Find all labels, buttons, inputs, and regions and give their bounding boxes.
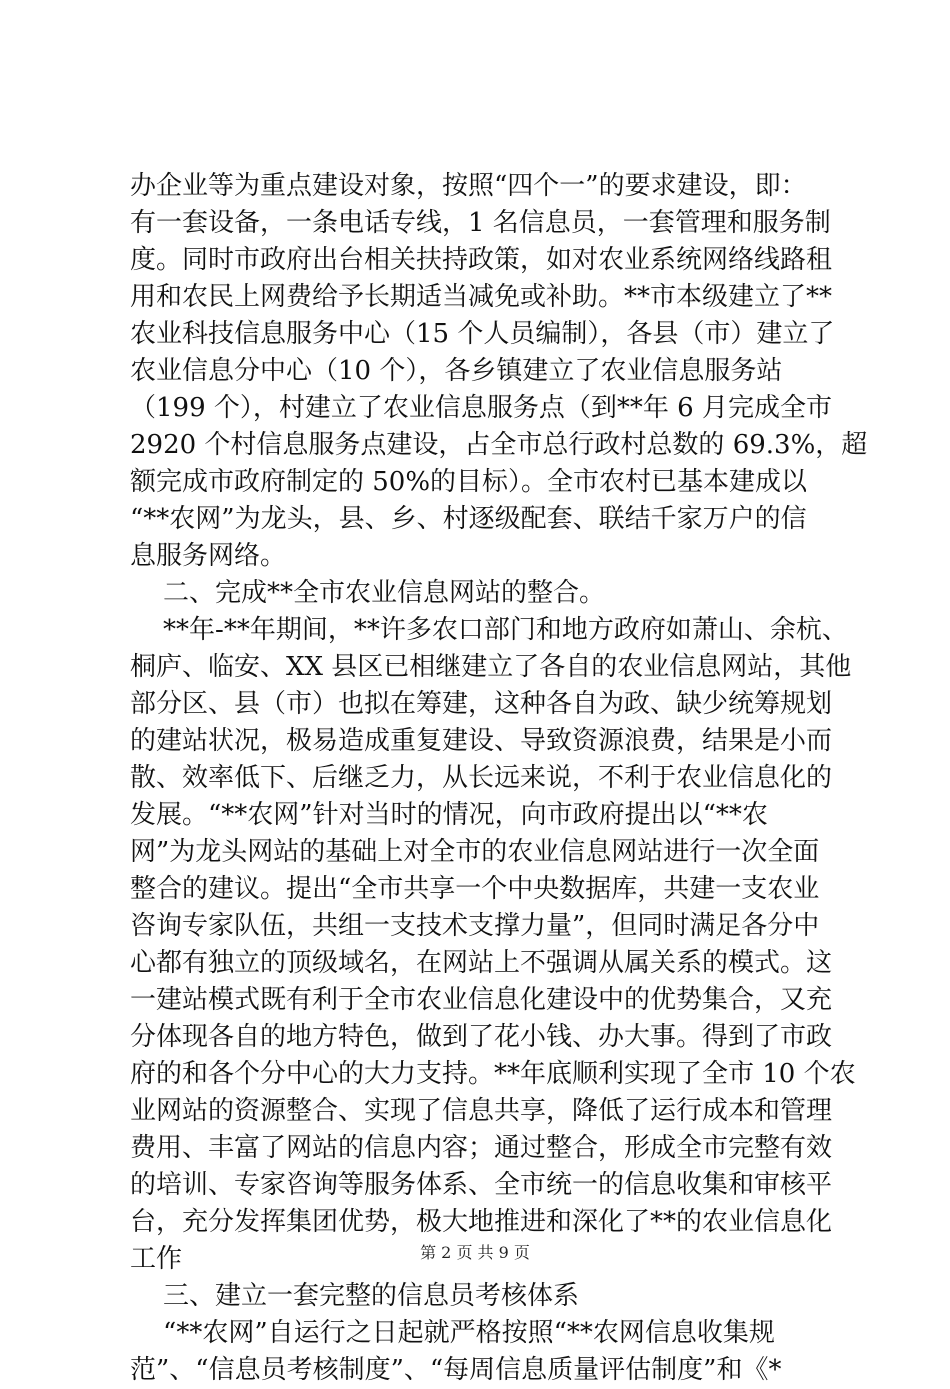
text-line: 2920 个村信息服务点建设，占全市总行政村总数的 69.3%，超 — [130, 430, 868, 460]
section-heading: 二、完成**全市农业信息网站的整合。 — [130, 578, 606, 608]
text-line: 部分区、县（市）也拟在筹建，这种各自为政、缺少统筹规划 — [130, 689, 833, 719]
text-line: 的建站状况，极易造成重复建设、导致资源浪费，结果是小而 — [130, 726, 833, 756]
text-line: 一建站模式既有利于全市农业信息化建设中的优势集合，又充 — [130, 985, 833, 1015]
text-line: 网”为龙头网站的基础上对全市的农业信息网站进行一次全面 — [130, 837, 820, 867]
text-line: 整合的建议。提出“全市共享一个中央数据库，共建一支农业 — [130, 874, 820, 904]
text-line: 农业科技信息服务中心（15 个人员编制），各县（市）建立了 — [130, 319, 835, 349]
text-line: 范”、“信息员考核制度”、“每周信息质量评估制度”和《* — [130, 1355, 782, 1385]
text-line: 费用、丰富了网站的信息内容；通过整合，形成全市完整有效 — [130, 1133, 833, 1163]
text-line: 心都有独立的顶级域名，在网站上不强调从属关系的模式。这 — [130, 948, 833, 978]
text-line: 度。同时市政府出台相关扶持政策，如对农业系统网络线路租 — [130, 245, 833, 275]
text-line: “**农网”为龙头，县、乡、村逐级配套、联结千家万户的信 — [130, 504, 807, 534]
text-line: **年-**年期间，**许多农口部门和地方政府如萧山、余杭、 — [130, 615, 848, 645]
text-line: 用和农民上网费给予长期适当减免或补助。**市本级建立了** — [130, 282, 833, 312]
text-line: 府的和各个分中心的大力支持。**年底顺利实现了全市 10 个农 — [130, 1059, 856, 1089]
text-line: 额完成市政府制定的 50%的目标）。全市农村已基本建成以 — [130, 467, 808, 497]
page-footer: 第 2 页 共 9 页 — [420, 1243, 530, 1262]
text-line: 办企业等为重点建设对象，按照“四个一”的要求建设，即： — [130, 171, 807, 201]
text-line: “**农网”自运行之日起就严格按照“**农网信息收集规 — [130, 1318, 775, 1348]
text-line: 息服务网络。 — [130, 541, 287, 571]
text-line: 散、效率低下、后继乏力，从长远来说，不利于农业信息化的 — [130, 763, 833, 793]
text-line: 业网站的资源整合、实现了信息共享，降低了运行成本和管理 — [130, 1096, 833, 1126]
text-line: （199 个），村建立了农业信息服务点（到**年 6 月完成全市 — [130, 393, 832, 423]
section-heading: 三、建立一套完整的信息员考核体系 — [130, 1281, 580, 1311]
text-line: 分体现各自的地方特色，做到了花小钱、办大事。得到了市政 — [130, 1022, 833, 1052]
text-line: 发展。“**农网”针对当时的情况，向市政府提出以“**农 — [130, 800, 768, 830]
text-line: 工作 — [130, 1244, 183, 1274]
text-line: 台，充分发挥集团优势，极大地推进和深化了**的农业信息化 — [130, 1207, 833, 1237]
text-line: 农业信息分中心（10 个），各乡镇建立了农业信息服务站 — [130, 356, 783, 386]
text-line: 有一套设备，一条电话专线，1 名信息员，一套管理和服务制 — [130, 208, 831, 238]
text-line: 咨询专家队伍，共组一支技术支撑力量”，但同时满足各分中 — [130, 911, 820, 941]
text-line: 的培训、专家咨询等服务体系、全市统一的信息收集和审核平 — [130, 1170, 833, 1200]
body-text — [130, 168, 868, 1389]
text-line: 桐庐、临安、XX 县区已相继建立了各自的农业信息网站，其他 — [130, 652, 852, 682]
